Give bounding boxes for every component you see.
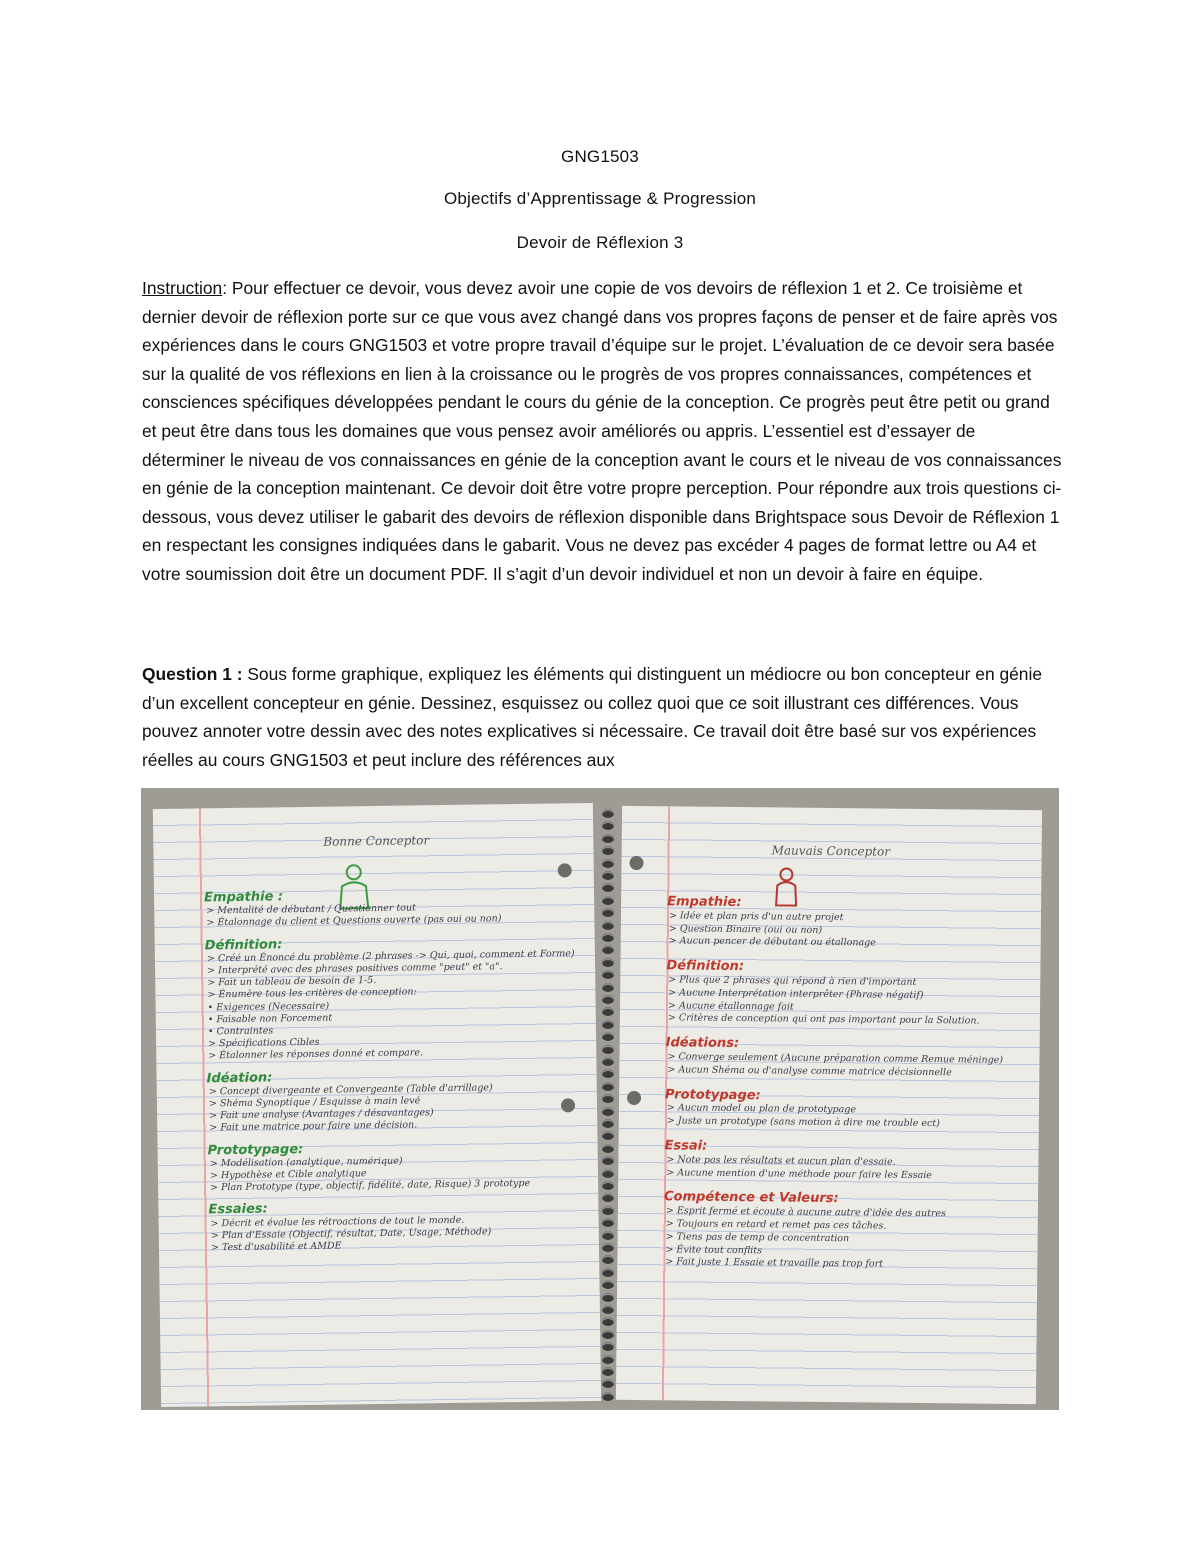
spiral-ring xyxy=(602,1107,614,1116)
instruction-colon: : xyxy=(222,278,228,298)
left-note-line: > Test d'usabilité et AMDE xyxy=(210,1240,342,1254)
spiral-ring xyxy=(602,921,614,930)
left-note-line: > Créé un Énoncé du problème (2 phrases -> Qui, quoi, comment et Forme) xyxy=(206,948,575,965)
right-note-line: > Toujours en retard et remet pas ces tâches. xyxy=(665,1218,887,1232)
left-note-line: > Fait une matrice pour faire une décision. xyxy=(209,1119,418,1134)
spiral-ring xyxy=(602,945,614,954)
right-note-line: > Question Binaire (oui ou non) xyxy=(668,922,823,936)
spiral-ring xyxy=(602,1317,614,1326)
document-subtitle: Objectifs d’Apprentissage & Progression xyxy=(443,189,757,208)
right-note-line: > Aucune Interprétation interprêter (Phrase négatif) xyxy=(668,987,924,1001)
spiral-ring xyxy=(602,995,614,1004)
right-note-line: > Aucun model ou plan de prototypage xyxy=(666,1102,857,1116)
spiral-ring xyxy=(602,1094,614,1103)
question-1-paragraph xyxy=(142,660,1062,774)
left-section-heading: Empathie : xyxy=(203,889,284,906)
left-note-line: > Fait un tableau de besoin de 1-5. xyxy=(207,975,377,989)
spiral-ring xyxy=(602,883,614,892)
left-page-title: Bonne Conceptor xyxy=(323,833,430,849)
right-section-heading: Essai: xyxy=(664,1138,708,1154)
spiral-ring xyxy=(602,1231,614,1240)
spiral-ring xyxy=(602,970,614,979)
spiral-ring xyxy=(602,1392,614,1401)
spiral-ring xyxy=(602,1367,614,1376)
spiral-ring xyxy=(602,1379,614,1388)
left-note-line: • Faisable non Forcement xyxy=(207,1012,333,1026)
spiral-ring xyxy=(602,1305,614,1314)
spiral-ring xyxy=(602,1243,614,1252)
spiral-ring xyxy=(602,1119,614,1128)
spiral-ring xyxy=(602,1020,614,1029)
spiral-ring xyxy=(602,1069,614,1078)
punch-hole xyxy=(629,856,643,870)
right-note-line: > Plus que 2 phrases qui répond à rien d'important xyxy=(668,974,917,988)
left-note-line: > Décrit et évalue les rétroactions de tout le monde. xyxy=(210,1214,465,1229)
punch-hole xyxy=(558,863,572,877)
spiral-ring xyxy=(602,958,614,967)
spiral-ring xyxy=(602,1181,614,1190)
right-note-line: > Critères de conception qui ont pas important pour la Solution. xyxy=(667,1012,980,1027)
spiral-ring xyxy=(602,1255,614,1264)
left-section-heading: Idéation: xyxy=(206,1070,273,1086)
left-note-line: > Concept divergeante et Convergeante (Table d'arrillage) xyxy=(208,1082,493,1098)
right-note-line: > Aucun pencer de débutant ou étallonage xyxy=(668,935,876,949)
left-note-line: > Étalonnage du client et Questions ouverte (pas oui ou non) xyxy=(206,913,502,929)
right-section-heading: Empathie: xyxy=(667,894,742,911)
left-note-line: > Shéma Synoptique / Esquisse à main levé xyxy=(208,1095,421,1110)
spiral-ring xyxy=(602,1169,614,1178)
spiral-ring xyxy=(602,1193,614,1202)
spiral-ring xyxy=(602,1045,614,1054)
spiral-ring xyxy=(602,846,614,855)
left-section-heading: Essaies: xyxy=(208,1201,268,1218)
spiral-ring xyxy=(602,1057,614,1066)
right-note-line: > Tiens pas de temp de concentration xyxy=(665,1231,850,1245)
spiral-ring xyxy=(602,1268,614,1277)
left-note-line: > Hypothèse et Cible analytique xyxy=(209,1168,367,1182)
left-note-line: > Étalonner les réponses donné et compare. xyxy=(208,1047,424,1062)
left-note-line: > Énumère tous les critères de conception: xyxy=(207,986,417,1001)
instruction-text: Pour effectuer ce devoir, vous devez avoir une copie de vos devoirs de réflexion 1 et 2. Ce troisième et dernier devoir de réflexion porte sur ce que vous avez changé dans vos propres façons de penser et de faire après vos expériences dans le cours GNG1503 et votre propre travail d’équipe sur le projet. L’évaluation de ce devoir sera basée sur la qualité de vos réflexions en lien à la croissance ou le progrès de vos propres connaissances, compétences et consciences spécifiques développées pendant le cours du génie de la conception. Ce progrès peut être petit ou grand et peut être dans tous les domaines que vous pensez avoir améliorés ou appris. L’essentiel est d’essayer de déterminer le niveau de vos connaissances en génie de la conception avant le cours et le niveau de vos connaissances en génie de la conception maintenant. Ce devoir doit être votre propre perception. Pour répondre aux trois questions ci-dessous, vous devez utiliser le gabarit des devoirs de réflexion disponible dans Brightspace sous Devoir de Réflexion 1 en respectant les consignes indiquées dans le gabarit. Vous ne devez pas excéder 4 pages de format lettre ou A4 et votre soumission doit être un document PDF. Il s’agit d’un devoir individuel et non un devoir à faire en équipe. xyxy=(142,278,1062,584)
spiral-ring xyxy=(602,983,614,992)
spiral-ring xyxy=(602,1131,614,1140)
spiral-ring xyxy=(602,1156,614,1165)
notebook-page-left xyxy=(153,803,601,1407)
instruction-paragraph xyxy=(142,274,1062,589)
spiral-ring xyxy=(602,859,614,868)
right-note-line: > Note pas les résultats et aucun plan d'essaie. xyxy=(666,1154,896,1168)
left-note-line: > Interprété avec des phrases positives comme "peut" et "a". xyxy=(207,961,503,977)
left-section-heading: Prototypage: xyxy=(207,1141,304,1158)
spiral-ring xyxy=(602,809,614,818)
spiral-ring xyxy=(602,1082,614,1091)
notebook-page-right xyxy=(616,806,1042,1404)
right-note-line: > Converge seulement (Aucune préparation comme Remue méninge) xyxy=(667,1051,1004,1066)
right-page-title: Mauvais Conceptor xyxy=(771,843,891,859)
left-note-line: > Modélisation (analytique, numérique) xyxy=(209,1155,403,1170)
right-section-heading: Compétence et Valeurs: xyxy=(663,1189,839,1207)
right-note-line: > Évite tout conflits xyxy=(665,1243,763,1256)
spiral-ring xyxy=(602,1293,614,1302)
spiral-ring xyxy=(602,1206,614,1215)
left-note-line: > Plan Prototype (type, objectif, fidélité, date, Risque) 3 prototype xyxy=(210,1178,531,1194)
course-code: GNG1503 xyxy=(561,147,639,166)
left-note-line: > Fait une analyse (Avantages / désavantages) xyxy=(209,1107,434,1122)
spiral-ring xyxy=(602,1218,614,1227)
spiral-ring xyxy=(602,896,614,905)
right-note-line: > Aucun Shéma ou d'analyse comme matrice décisionnelle xyxy=(667,1064,952,1079)
spiral-ring xyxy=(602,933,614,942)
spiral-ring xyxy=(602,1342,614,1351)
left-section-heading: Définition: xyxy=(204,936,283,953)
spiral-ring xyxy=(602,834,614,843)
spiral-ring xyxy=(602,1007,614,1016)
spiral-ring xyxy=(602,1330,614,1339)
left-note-line: • Contraintes xyxy=(207,1025,274,1038)
spiral-ring xyxy=(602,908,614,917)
punch-hole xyxy=(627,1091,641,1105)
instruction-label: Instruction xyxy=(142,278,223,298)
left-note-line: > Plan d'Essaie (Objectif, résultat, Date, Usage, Méthode) xyxy=(210,1226,492,1242)
right-section-heading: Prototypage: xyxy=(665,1086,761,1103)
notebook-photo xyxy=(141,788,1059,1410)
spiral-ring xyxy=(602,821,614,830)
question-1-label: Question 1 : xyxy=(142,664,243,684)
right-note-line: > Idée et plan pris d'un autre projet xyxy=(668,910,844,923)
punch-hole xyxy=(561,1098,575,1112)
bad-designer-figure-icon xyxy=(771,865,801,909)
left-note-line: • Exigences (Necessaire) xyxy=(207,1000,330,1013)
left-note-line: > Mentalité de débutant / Questionner tout xyxy=(206,902,416,917)
right-note-line: > Esprit fermé et écoute à aucune autre d'idée des autres xyxy=(665,1205,947,1220)
spiral-ring xyxy=(602,1144,614,1153)
right-note-line: > Juste un prototype (sans motion à dire me trouble ect) xyxy=(666,1115,940,1130)
spiral-ring xyxy=(602,1280,614,1289)
right-note-line: > Fait juste 1 Essaie et travaille pas trop fort xyxy=(665,1256,884,1270)
right-section-heading: Définition: xyxy=(666,958,745,975)
spiral-ring xyxy=(602,871,614,880)
spiral-ring xyxy=(602,1032,614,1041)
spiral-ring xyxy=(602,1355,614,1364)
right-section-heading: Idéations: xyxy=(665,1035,740,1052)
assignment-title: Devoir de Réflexion 3 xyxy=(516,233,684,252)
right-note-line: > Aucune étallonnage fait xyxy=(667,999,794,1013)
right-note-line: > Aucune mention d'une méthode pour faire les Essaie xyxy=(666,1166,932,1181)
left-note-line: > Spécifications Cibles xyxy=(208,1036,320,1050)
question-1-text: Sous forme graphique, expliquez les éléments qui distinguent un médiocre ou bon concepteur en génie d’un excellent concepteur en génie. Dessinez, esquissez ou collez quoi que ce soit illustrant ces différences. Vous pouvez annoter votre dessin avec des notes explicatives si nécessaire. Ce travail doit être basé sur vos expériences réelles au cours GNG1503 et peut inclure des références aux xyxy=(142,664,1043,770)
